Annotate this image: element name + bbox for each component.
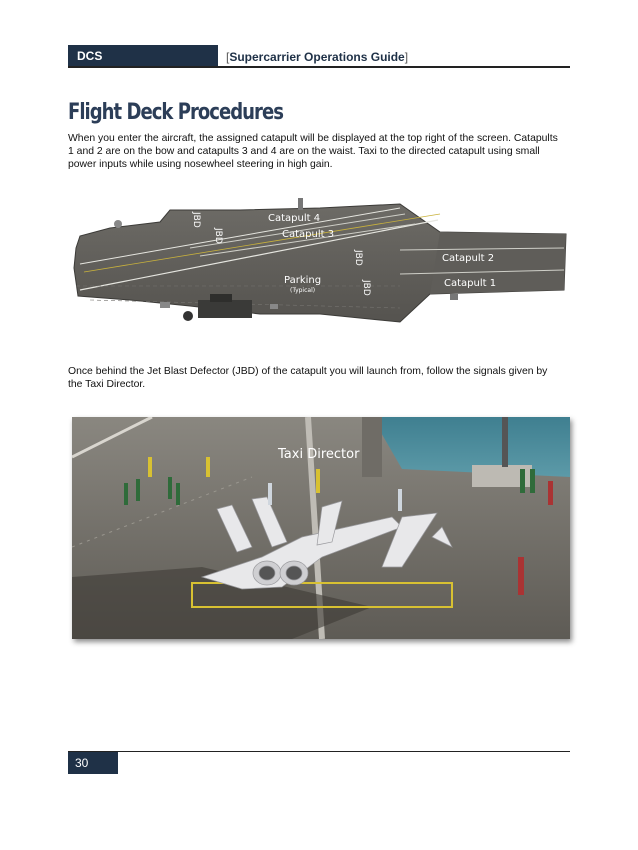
section-heading: Flight Deck Procedures: [68, 100, 283, 125]
header-tab: DCS: [68, 45, 218, 67]
jbd-label-3: JBD: [353, 250, 363, 266]
taxi-director-photo: [72, 417, 570, 639]
jbd-paragraph: Once behind the Jet Blast Defector (JBD) of the catapult you will launch from, follow the signals given by the Taxi Director.: [68, 366, 548, 390]
island: [198, 300, 252, 318]
jbd-label-2: JBD: [213, 228, 223, 244]
bracket-close: ]: [404, 50, 409, 64]
catapult-2-label: Catapult 2: [442, 253, 495, 264]
catapult-1-label: Catapult 1: [444, 278, 497, 289]
header-rule: [68, 66, 570, 68]
guide-title-text: Supercarrier Operations Guide: [229, 50, 405, 64]
guide-title: [226, 50, 408, 64]
taxi-director-label: Taxi Director: [278, 447, 360, 462]
footer-rule: [68, 751, 570, 752]
parking-label: Parking: [284, 275, 322, 286]
taxi-director-figure: [316, 469, 320, 493]
intro-paragraph: When you enter the aircraft, the assigned catapult will be displayed at the top right of the screen. Catapults 1 and 2 are on the bow and catapults 3 and 4 are on the waist. Taxi to the directed catapult using small power inputs while using nosewheel steering in high gain.: [68, 133, 558, 170]
bracket-open: [: [226, 50, 230, 64]
page-number: 30: [68, 752, 118, 774]
jbd-label-1: JBD: [191, 212, 201, 228]
carrier-deck-diagram: [70, 190, 568, 330]
parking-note: (Typical): [290, 287, 316, 294]
catapult-3-label: Catapult 3: [282, 229, 335, 240]
jbd-label-4: JBD: [361, 280, 371, 296]
catapult-4-label: Catapult 4: [268, 213, 321, 224]
